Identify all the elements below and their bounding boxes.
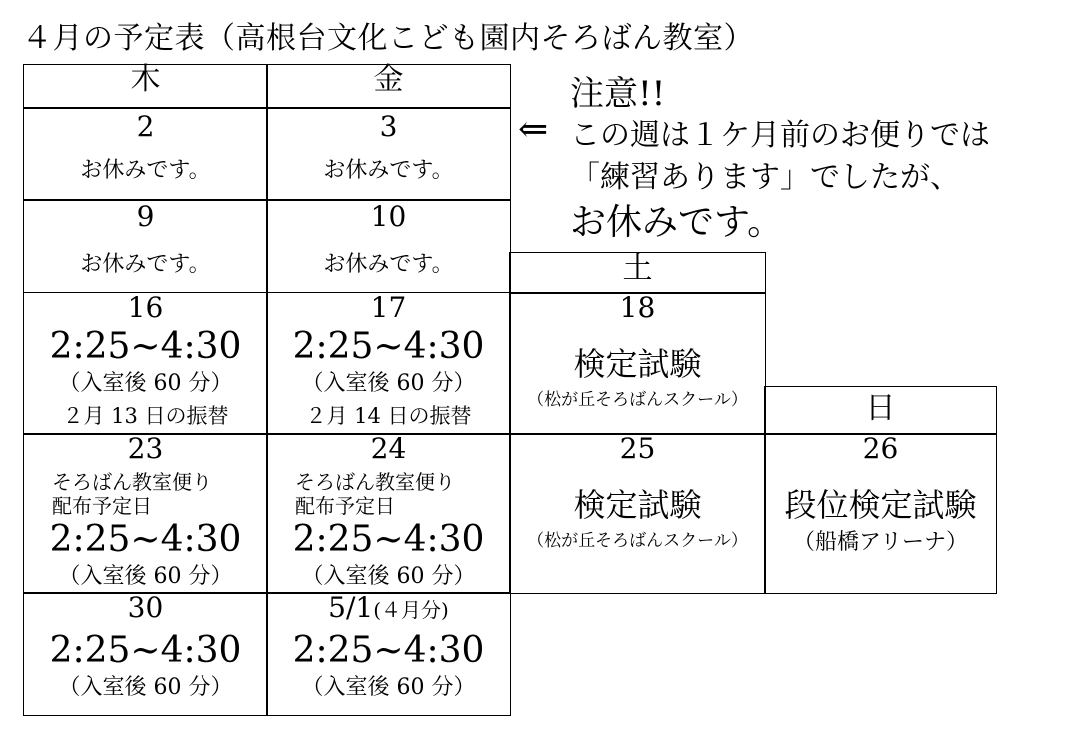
header-sunday-label: 日 bbox=[865, 391, 896, 426]
lesson-time: 2:25~4:30 bbox=[292, 519, 485, 560]
cell-day-23 bbox=[23, 433, 268, 594]
newsletter-note-2: 配布予定日 bbox=[295, 494, 395, 518]
header-thursday-label: 木 bbox=[130, 62, 161, 97]
makeup-note: ２月 13 日の振替 bbox=[62, 404, 229, 428]
newsletter-note: そろばん教室便り bbox=[295, 470, 455, 494]
notice-line-3: お休みです。 bbox=[570, 202, 784, 243]
lesson-time: 2:25~4:30 bbox=[49, 630, 242, 671]
day-number: 5/1 bbox=[328, 591, 374, 624]
cell-day-9 bbox=[23, 199, 268, 293]
closed-text: お休みです。 bbox=[323, 252, 454, 277]
header-saturday-label: 土 bbox=[622, 251, 653, 286]
day-number: 10 bbox=[370, 200, 407, 233]
cell-day-26 bbox=[764, 433, 997, 594]
header-friday bbox=[266, 64, 511, 109]
cell-day-18 bbox=[509, 292, 766, 435]
day-suffix: (４月分) bbox=[373, 598, 449, 622]
day-number: 16 bbox=[127, 291, 164, 324]
day-number: 9 bbox=[136, 200, 155, 233]
notice-line-1: この週は１ケ月前のお便りでは bbox=[570, 118, 990, 153]
day-number: 3 bbox=[379, 110, 398, 143]
makeup-note: ２月 14 日の振替 bbox=[305, 404, 472, 428]
day-number: 26 bbox=[862, 432, 899, 465]
notice-line-2: 「練習あります」でしたが、 bbox=[570, 160, 960, 195]
lesson-time: 2:25~4:30 bbox=[292, 326, 485, 367]
event-name: 検定試験 bbox=[573, 345, 702, 383]
lesson-time: 2:25~4:30 bbox=[49, 326, 242, 367]
header-sunday bbox=[764, 386, 997, 435]
cell-day-30 bbox=[23, 592, 268, 716]
cell-day-16 bbox=[23, 292, 268, 435]
newsletter-note: そろばん教室便り bbox=[52, 470, 212, 494]
lesson-duration: （入室後 60 分） bbox=[301, 675, 476, 700]
header-thursday bbox=[23, 64, 268, 109]
header-saturday bbox=[509, 252, 766, 294]
day-number: 17 bbox=[370, 291, 407, 324]
closed-text: お休みです。 bbox=[323, 158, 454, 183]
notice-heading: 注意!! bbox=[570, 74, 666, 114]
lesson-duration: （入室後 60 分） bbox=[58, 371, 233, 396]
event-place: （船橋アリーナ） bbox=[792, 530, 969, 555]
left-arrow-icon: ⇐ bbox=[518, 109, 549, 150]
day-number: 23 bbox=[127, 432, 164, 465]
cell-day-24 bbox=[266, 433, 511, 594]
event-name: 検定試験 bbox=[573, 486, 702, 524]
closed-text: お休みです。 bbox=[80, 252, 211, 277]
day-number: 18 bbox=[619, 291, 656, 324]
event-name: 段位検定試験 bbox=[784, 486, 977, 524]
lesson-duration: （入室後 60 分） bbox=[301, 371, 476, 396]
header-friday-label: 金 bbox=[373, 62, 404, 97]
day-number: 25 bbox=[619, 432, 656, 465]
day-number: 30 bbox=[127, 591, 164, 624]
cell-day-17 bbox=[266, 292, 511, 435]
lesson-time: 2:25~4:30 bbox=[292, 630, 485, 671]
lesson-duration: （入室後 60 分） bbox=[58, 675, 233, 700]
lesson-duration: （入室後 60 分） bbox=[301, 564, 476, 589]
closed-text: お休みです。 bbox=[80, 158, 211, 183]
cell-day-2 bbox=[23, 107, 268, 201]
cell-day-3 bbox=[266, 107, 511, 201]
newsletter-note-2: 配布予定日 bbox=[52, 494, 152, 518]
event-place: （松が丘そろばんスクール） bbox=[527, 531, 748, 551]
page-title: ４月の予定表（高根台文化こども園内そろばん教室） bbox=[22, 21, 754, 56]
lesson-time: 2:25~4:30 bbox=[49, 519, 242, 560]
cell-day-25 bbox=[509, 433, 766, 594]
event-place: （松が丘そろばんスクール） bbox=[527, 390, 748, 410]
day-number: 24 bbox=[370, 432, 407, 465]
lesson-duration: （入室後 60 分） bbox=[58, 564, 233, 589]
cell-day-10 bbox=[266, 199, 511, 293]
day-number: 2 bbox=[136, 110, 155, 143]
cell-day-5-1 bbox=[266, 592, 511, 716]
